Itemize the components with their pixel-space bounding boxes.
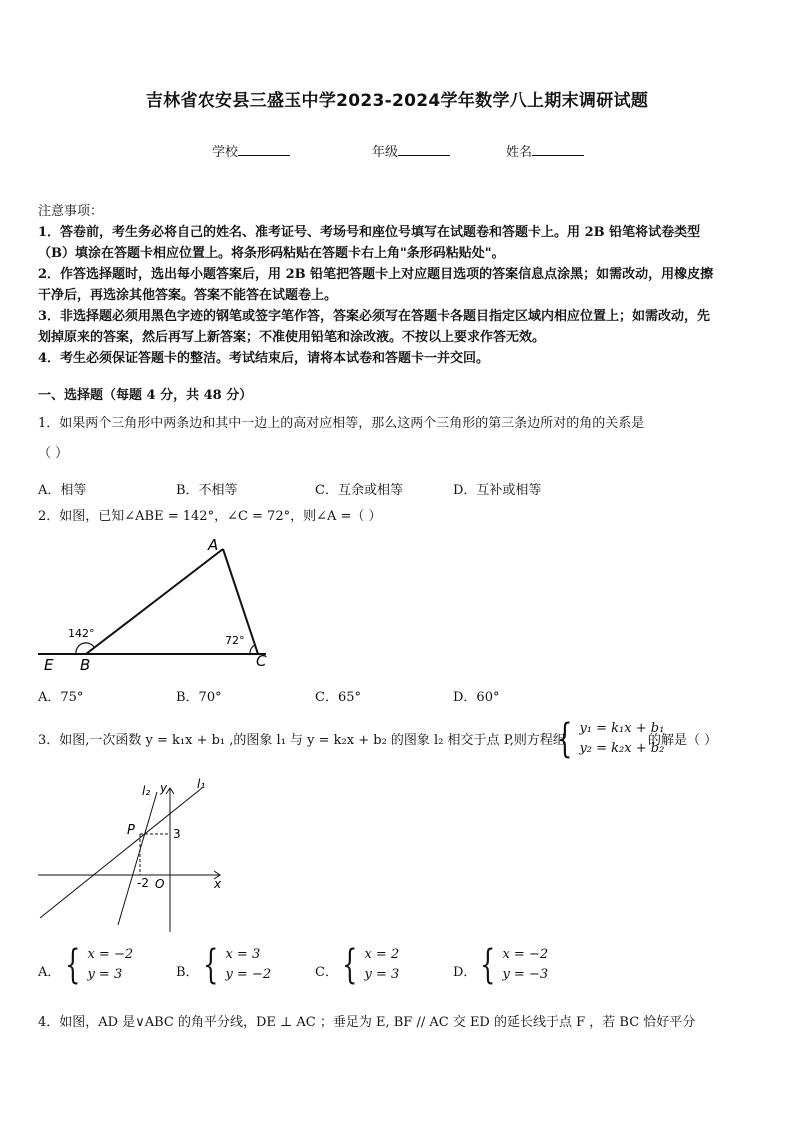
notes-block (38, 201, 762, 369)
q2-option-a: A．75° (38, 690, 84, 705)
q3-stem-b: 的解是（ ） (648, 733, 718, 748)
label-l1: l₁ (197, 777, 206, 791)
q3-option-a-system (60, 942, 134, 988)
sys-row-2: y₂ = k₂x + b₂ (579, 741, 665, 756)
school-blank (238, 143, 290, 156)
brace: { (342, 942, 358, 988)
q3-option-c-label: C． (315, 965, 338, 980)
line-l1 (40, 788, 202, 918)
label-e: E (44, 656, 54, 674)
angle-142-label: 142° (68, 627, 95, 640)
note-line: 1．答卷前，考生务必将自己的姓名、准考证号、考场号和座位号填写在试题卷和答题卡上。用 2B 铅笔将试卷类型 (38, 225, 701, 240)
q2-option-b: B．70° (176, 690, 222, 705)
angle-c-arc (250, 645, 255, 654)
brace: { (65, 942, 81, 988)
q3-option-d-system (475, 942, 549, 988)
option-row: y = 3 (364, 967, 400, 982)
school-field (212, 141, 290, 160)
q2-option-d: D．60° (453, 690, 500, 705)
label-3: 3 (173, 827, 181, 841)
grade-blank (398, 143, 450, 156)
side-ab (86, 549, 223, 654)
label-minus-2: -2 (137, 876, 149, 890)
q2-option-c: C．65° (315, 690, 361, 705)
line-l2 (118, 792, 157, 925)
label-origin: O (155, 877, 165, 891)
option-row: x = −2 (87, 947, 134, 962)
q3-stem-a: 3．如图,一次函数 y = k₁x + b₁ ,的图象 l₁ 与 y = k₂x + b₂ 的图象 l₂ 相交于点 P,则方程组 (38, 733, 566, 748)
note-line: 2．作答选择题时，选出每小题答案后，用 2B 铅笔把答题卡上对应题目选项的答案信息点涂黑；如需改动，用橡皮擦 (38, 267, 714, 282)
note-line: （B）填涂在答题卡相应位置上。将条形码粘贴在答题卡右上角"条形码粘贴处"。 (38, 246, 505, 261)
label-l2: l₂ (142, 784, 151, 798)
note-line: 划掉原来的答案，然后再写上新答案；不准使用铅笔和涂改液。不按以上要求作答无效。 (38, 330, 546, 345)
name-label: 姓名 (506, 145, 533, 160)
option-row: x = −2 (502, 947, 549, 962)
q1-option-a: A．相等 (38, 483, 87, 498)
label-a: A (208, 536, 219, 554)
note-line: 4．考生必须保证答题卡的整洁。考试结束后，请将本试卷和答题卡一并交回。 (38, 351, 490, 366)
label-x: x (214, 877, 222, 891)
notes-heading: 注意事项： (38, 204, 104, 219)
label-b: B (80, 656, 91, 674)
label-c: C (256, 652, 267, 670)
school-label: 学校 (212, 145, 239, 160)
q1-option-b: B．不相等 (176, 483, 238, 498)
option-row: y = 3 (87, 967, 123, 982)
label-y: y (160, 781, 168, 795)
note-line: 3．非选择题必须用黑色字迹的钢笔或签字笔作答，答案必须写在答题卡各题目指定区域内相应位置上；如需改动，先 (38, 309, 711, 324)
q3-graph-figure (30, 770, 240, 940)
q1-stem: 1．如果两个三角形中两条边和其中一边上的高对应相等，那么这两个三角形的第三条边所对的角的关系是 (38, 416, 645, 431)
q3-option-a-label: A． (38, 965, 61, 980)
option-row: y = −3 (502, 967, 549, 982)
q3-option-b-label: B． (176, 965, 199, 980)
exam-title: 吉林省农安县三盛玉中学2023-2024学年数学八上期末调研试题 (145, 91, 649, 111)
brace: { (203, 942, 219, 988)
note-line: 干净后，再选涂其他答案。答案不能答在试题卷上。 (38, 288, 338, 303)
grade-field (372, 141, 450, 160)
option-row: x = 2 (364, 947, 400, 962)
q3-option-d-label: D． (453, 965, 477, 980)
label-p: P (127, 823, 135, 838)
name-blank (532, 143, 584, 156)
option-row: y = −2 (225, 967, 272, 982)
section-heading: 一、选择题（每题 4 分，共 48 分） (38, 388, 253, 403)
option-row: x = 3 (225, 947, 261, 962)
sys-row-1: y₁ = k₁x + b₁ (579, 721, 665, 736)
grade-label: 年级 (372, 145, 399, 160)
q1-paren: （ ） (38, 446, 69, 461)
angle-b-arc (76, 643, 94, 654)
q2-triangle-figure (30, 532, 290, 677)
q2-stem: 2．如图，已知∠ABE = 142°，∠C = 72°，则∠A =（ ） (38, 509, 382, 524)
q3-option-b-system (198, 942, 272, 988)
q1-option-c: C．互余或相等 (315, 483, 403, 498)
brace: { (480, 942, 496, 988)
angle-72-label: 72° (225, 634, 245, 647)
q1-option-d: D．互补或相等 (453, 483, 542, 498)
name-field (506, 141, 584, 160)
q4-stem: 4．如图，AD 是∨ABC 的角平分线，DE ⊥ AC ；垂足为 E, BF // AC 交 ED 的延长线于点 F ，若 BC 恰好平分 (38, 1015, 696, 1030)
brace: { (557, 716, 573, 762)
q3-option-c-system (337, 942, 400, 988)
